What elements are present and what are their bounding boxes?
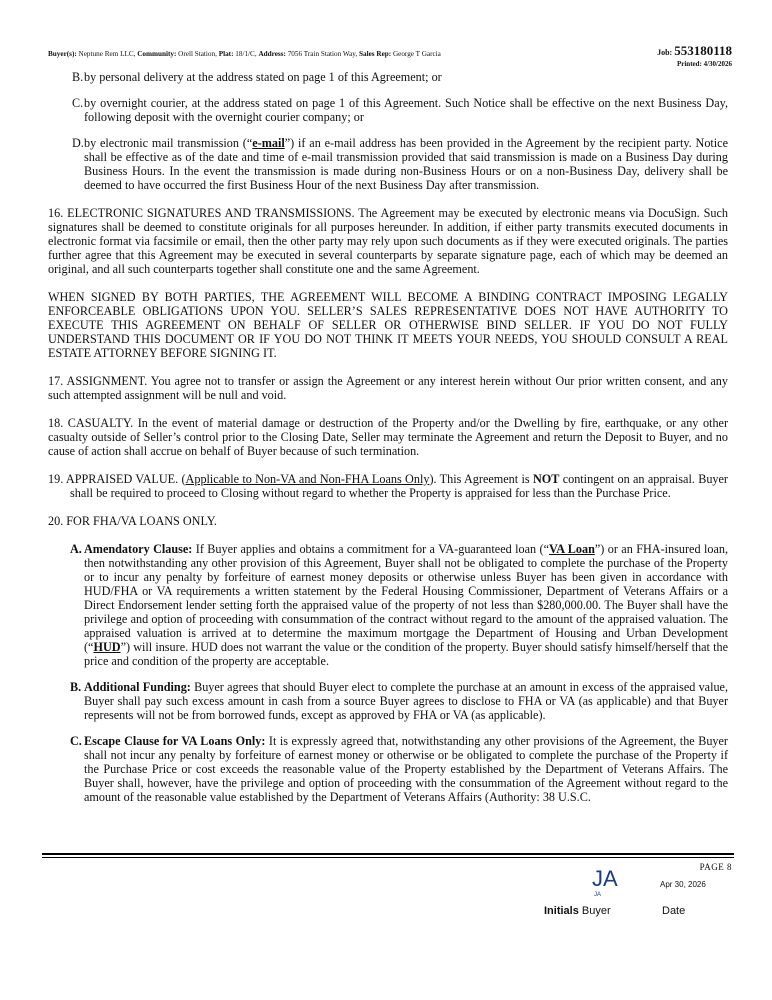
- footer-rule-thin: [42, 857, 734, 858]
- notice-item-c: [48, 96, 728, 124]
- clause-text: ”) or an FHA-insured loan, then notwithstanding any other provision of this Agreement, Buyer shall not be obligated to complete the purchase of the Property or to incur any penalty by forfeiture of earnest money deposits or otherwise unless Buyer has been given in accordance with HUD/FHA or VA requirements a written statement by the Federal Housing Commissioner, Department of Veterans Affairs or a Direct Endorsement lender setting forth the appraised value of the property of not less than $280,000.00. The Buyer shall have the privilege and option of proceeding with consummation of the contract without regard to the amount of the appraised valuation. The appraised valuation is arrived at to determine the maximum mortgage the Department of Housing and Urban Development (“: [84, 542, 728, 654]
- printed-date: 4/30/2026: [703, 60, 732, 69]
- clause-text: ”) will insure. HUD does not warrant the value or the condition of the property. Buyer should satisfy himself/herself that the price and condition of the property are acceptable.: [84, 640, 728, 668]
- agreement-body: [48, 70, 728, 816]
- section-20-title: 20. FOR FHA/VA LOANS ONLY.: [48, 514, 217, 528]
- document-header: [48, 50, 441, 58]
- community-label: Community:: [137, 50, 177, 58]
- binding-contract-warning: WHEN SIGNED BY BOTH PARTIES, THE AGREEMENT WILL BECOME A BINDING CONTRACT IMPOSING LEGALLY ENFORCEABLE OBLIGATIONS UPON YOU. SELLER’S SALES REPRESENTATIVE DOES NOT HAVE AUTHORITY TO EXECUTE THIS AGREEMENT ON BEHALF OF SELLER OR OTHERWISE BIND SELLER. IF YOU DO NOT FULLY UNDERSTAND THIS DOCUMENT OR IF YOU DO NOT THINK IT MEETS YOUR NEEDS, YOU SHOULD CONSULT A REAL ESTATE ATTORNEY BEFORE SIGNING IT.: [48, 290, 728, 360]
- buyer-initials-caption: JA: [594, 892, 602, 898]
- item-d-post: ”) if an e-mail address has been provided in the Agreement by the recipient party. Notice shall be effective as of the date and time of e-mail transmission provided that said transmission is made on a Business Day during Business Hours. In the event the transmission is made during non-Business Hours or on a non-Business Day, delivery shall be deemed to have occurred the first Business Hour of the next Business Day after transmission.: [84, 136, 728, 192]
- section-18: 18. CASUALTY. In the event of material damage or destruction of the Property and/or the Dwelling by fire, earthquake, or any other casualty outside of Seller’s control prior to the Closing Date, Seller may terminate the Agreement and return the Deposit to Buyer, and no cause of action shall accrue on behalf of Buyer because of such termination.: [48, 416, 728, 458]
- clause-heading: Amendatory Clause:: [84, 542, 193, 556]
- item-text: [70, 136, 728, 192]
- section-16: 16. ELECTRONIC SIGNATURES AND TRANSMISSIONS. The Agreement may be executed by electronic means via DocuSign. Such signatures shall be deemed to constitute originals for all purposes hereunder. In addition, if either party transmits executed documents in electronic format via facsimile or email, then the other party may rely upon such documents as if they were executed originals. The parties further agree that this Agreement may be executed in several counterparts by separate signature page, each of which may be deemed an original, and all such counterparts together shall constitute one and the same Agreement.: [48, 206, 728, 276]
- clause-b-additional-funding: [48, 680, 728, 722]
- buyer-label: Buyer: [578, 905, 611, 917]
- job-info: [657, 44, 732, 69]
- hud-term: HUD: [93, 640, 121, 654]
- printed-label: Printed:: [676, 60, 702, 69]
- clause-label: B.: [70, 680, 82, 694]
- clause-c-escape: [48, 734, 728, 804]
- clause-heading: Additional Funding:: [84, 680, 191, 694]
- signature-date: Apr 30, 2026: [660, 880, 706, 889]
- printed-date-line: [657, 61, 732, 69]
- item-label: B.: [72, 70, 84, 84]
- item-label: D.: [72, 136, 84, 150]
- sec19-pre: 19. APPRAISED VALUE. (: [48, 472, 186, 486]
- initials-buyer-label: [544, 905, 611, 917]
- address-label: Address:: [258, 50, 286, 58]
- sec19-applicability: Applicable to Non-VA and Non-FHA Loans Only: [185, 472, 430, 486]
- page-number: PAGE 8: [699, 862, 732, 872]
- sec19-not: NOT: [532, 472, 560, 486]
- job-number: 553180118: [674, 43, 732, 58]
- item-text: by personal delivery at the address stated on page 1 of this Agreement; or: [84, 70, 442, 84]
- notice-item-d: [48, 136, 728, 192]
- clause-text: If Buyer applies and obtains a commitment for a VA-guaranteed loan (“: [192, 542, 549, 556]
- clause-label: C.: [70, 734, 82, 748]
- date-label: Date: [662, 905, 686, 917]
- plat-label: Plat:: [218, 50, 234, 58]
- clause-text: Buyer agrees that should Buyer elect to complete the purchase at an amount in excess of the appraised value, Buyer shall pay such excess amount in cash from a source Buyer agrees to disclose to FHA or VA (as applicable) and that Buyer represents will not be from borrowed funds, except as approved by FHA or VA (as applicable).: [84, 680, 729, 722]
- sales-rep-name: George T Garcia: [392, 50, 441, 58]
- footer-rule: [42, 853, 734, 855]
- section-17: 17. ASSIGNMENT. You agree not to transfer or assign the Agreement or any interest herein without Our prior written consent, and any such attempted assignment will be null and void.: [48, 374, 728, 402]
- buyer-name: Neptune Rem LLC,: [78, 50, 136, 58]
- section-19: [48, 472, 728, 500]
- email-term: e-mail: [252, 136, 285, 150]
- address-value: 7056 Train Station Way,: [287, 50, 358, 58]
- sec19-mid: ). This Agreement is: [429, 472, 533, 486]
- clause-heading: Escape Clause for VA Loans Only:: [84, 734, 266, 748]
- clause-text: It is expressly agreed that, notwithstanding any other provisions of the Agreement, the Buyer shall not incur any penalty by forfeiture of earnest money or otherwise or be obligated to complete the purchase of the Property if the Purchase Price or cost exceeds the reasonable value of the Property established by the Department of Veterans Affairs. The Buyer shall, however, have the privilege and option of proceeding with the consummation of the Agreement without regard to the amount of the reasonable value established by the Department of Veterans Affairs (Authority: 38 U.S.C.: [84, 734, 728, 804]
- va-loan-term: VA Loan: [548, 542, 595, 556]
- notice-item-b: [48, 70, 728, 84]
- clause-label: A.: [70, 542, 82, 556]
- job-label: Job:: [657, 48, 673, 57]
- sales-rep-label: Sales Rep:: [359, 50, 392, 58]
- buyer-initials-signature[interactable]: JA: [592, 866, 618, 891]
- clause-a-amendatory: [48, 542, 728, 668]
- item-d-pre: by electronic mail transmission (“: [84, 136, 253, 150]
- initials-label: Initials: [544, 905, 579, 917]
- sec19-post: contingent on an appraisal. Buyer shall be required to proceed to Closing without regard to whether the Property is appraised for less than the Purchase Price.: [70, 472, 728, 500]
- item-label: C.: [72, 96, 84, 110]
- community-name: Orell Station,: [178, 50, 217, 58]
- buyer-label: Buyer(s):: [48, 50, 77, 58]
- plat-value: 18/1/C,: [235, 50, 257, 58]
- item-text: by overnight courier, at the address stated on page 1 of this Agreement. Such Notice shall be effective on the next Business Day, following deposit with the overnight courier company; or: [84, 96, 728, 124]
